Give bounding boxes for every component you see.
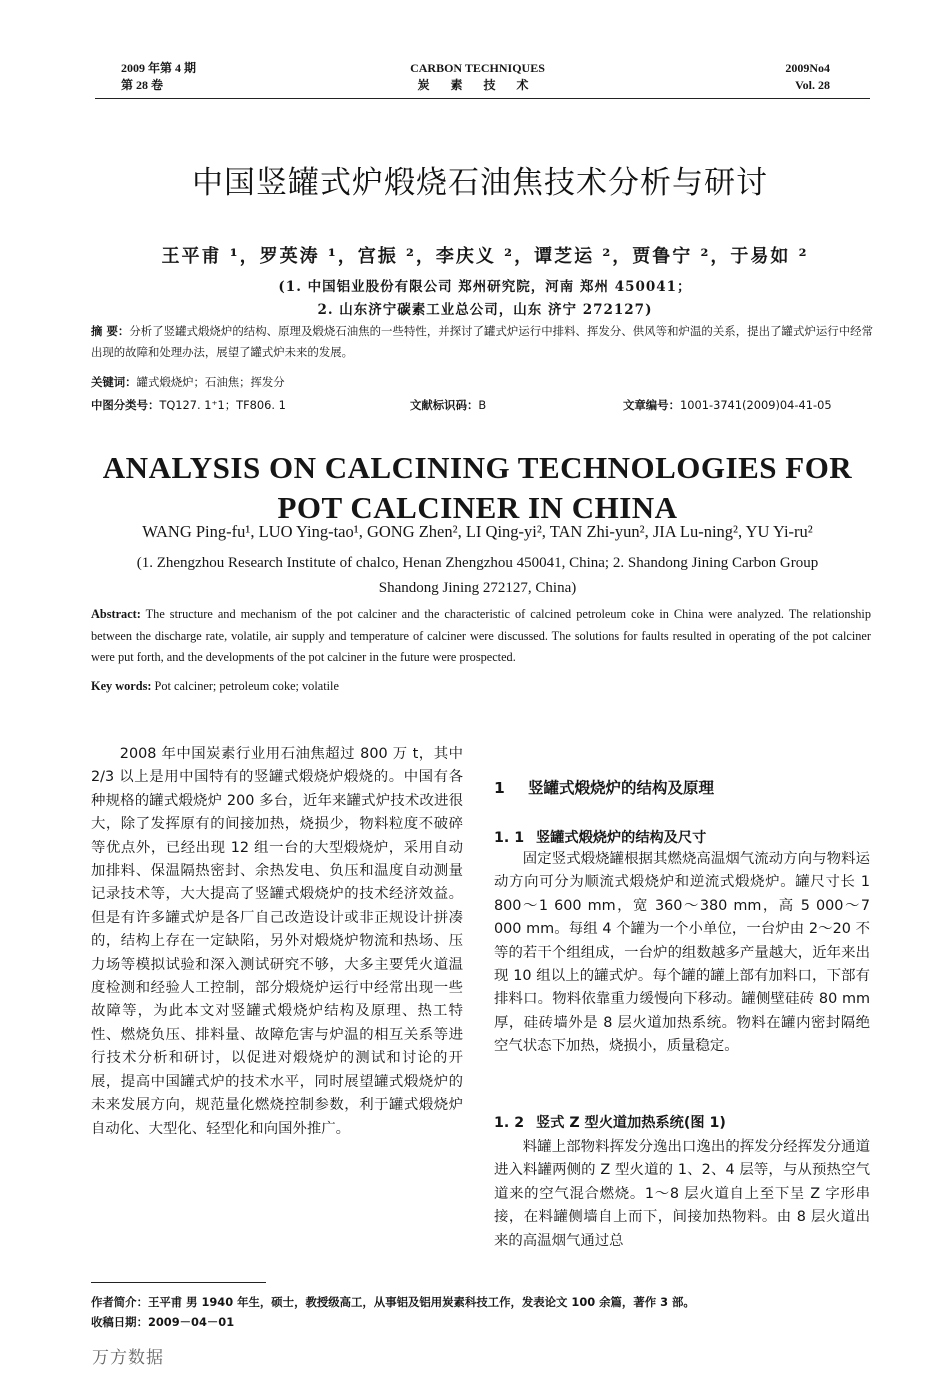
author-bio-footnote: 作者简介：王平甫 男 1940 年生，硕士，教授级高工，从事铝及铝用炭素科技工作，发表论文 100 余篇，著作 3 部。 bbox=[91, 1295, 695, 1309]
subsection-title: 竖式 Z 型火道加热系统(图 1) bbox=[536, 1115, 726, 1131]
abstract-en-text: The structure and mechanism of the pot calciner and the characteristic of calcined petroleum coke in China were analyzed. The relationship between the discharge rate, volatile, air supply and temperature of calciner were discussed. The solutions for faults resulted in operating of the pot calciner were put forth, and the developments of the pot calciner in the future were prospected. bbox=[91, 607, 871, 664]
section-number: 1 bbox=[494, 779, 505, 797]
classification-value: TQ127. 1⁺1；TF806. 1 bbox=[159, 398, 286, 412]
database-watermark: 万方数据 bbox=[92, 1348, 164, 1368]
subsection-number: 1. 2 bbox=[494, 1115, 525, 1131]
author-list-en: WANG Ping-fu¹, LUO Ying-tao¹, GONG Zhen², LI Qing-yi², TAN Zhi-yun², JIA Lu-ning², YU Yi-ru² bbox=[142, 522, 813, 541]
body-right-block-2 bbox=[494, 1136, 870, 1253]
abstract-en bbox=[91, 604, 871, 669]
section-heading bbox=[494, 776, 870, 798]
document-code-value: B bbox=[478, 398, 487, 412]
issue-number: 2009 年第 4 期 bbox=[121, 61, 197, 75]
section-title: 竖罐式煅烧炉的结构及原理 bbox=[528, 779, 715, 797]
footnote-divider bbox=[91, 1282, 266, 1283]
journal-issue-en bbox=[760, 60, 830, 94]
paper-title-en bbox=[60, 448, 895, 528]
paper-title-en-line1: ANALYSIS ON CALCINING TECHNOLOGIES FOR bbox=[102, 450, 853, 485]
volume-number: 第 28 卷 bbox=[121, 78, 164, 92]
subsection-title: 竖罐式煅烧炉的结构及尺寸 bbox=[536, 830, 707, 846]
keywords-cn-text: 罐式煅烧炉；石油焦；挥发分 bbox=[136, 375, 285, 389]
issue-number-en: 2009No4 bbox=[785, 61, 830, 75]
classification-number bbox=[91, 397, 286, 413]
article-number bbox=[623, 397, 832, 413]
intro-paragraph: 2008 年中国炭素行业用石油焦超过 800 万 t，其中 2/3 以上是用中国特有的竖罐式煅烧炉煅烧的。中国有各种规格的罐式煅烧炉 200 多台，近年来罐式炉技术改进很大，除了发挥原有的间接加热，烧损少，物料粒度不破碎等优点外，已经出现 12 组一台的大型煅烧炉，采用自动加排料、保温隔热密封、余热发电、负压和温度自动测量记录技术等，大大提高了竖罐式煅烧炉的技术经济效益。但是有许多罐式炉是各厂自己改造设计或非正规设计拼凑的，结构上存在一定缺陷，另外对煅烧炉物流和热场、压力场等模拟试验和深入测试研究不够，大多主要凭火道温度检测和经验人工控制，部分煅烧炉运行中经常出现一些故障等，为此本文对竖罐式煅烧炉结构及原理、热工特性、燃烧负压、排料量、故障危害与炉温的相互关系等进行技术分析和研讨，以促进对煅烧炉的测试和讨论的开展，提高中国罐式炉的技术水平，同时展望罐式煅烧炉的未来发展方向，规范量化燃烧控制参数，利于罐式煅烧炉自动化、大型化、轻型化和向国外推广。 bbox=[91, 746, 463, 1137]
body-right-block-1 bbox=[494, 848, 870, 1059]
header-divider bbox=[95, 98, 870, 99]
subsection-number: 1. 1 bbox=[494, 830, 525, 846]
journal-name-cn: 炭 素 技 术 bbox=[417, 78, 538, 92]
received-date-footnote: 收稿日期：2009－04－01 bbox=[91, 1315, 235, 1329]
classification-row bbox=[91, 397, 869, 415]
affiliation-cn-2: 2. 山东济宁碳素工业总公司，山东 济宁 272127) bbox=[317, 302, 653, 318]
document-code bbox=[410, 397, 486, 413]
paper-title-en-line2: POT CALCINER IN CHINA bbox=[277, 490, 678, 525]
author-list-cn: 王平甫 ¹，罗英涛 ¹，宫振 ²，李庆义 ²，谭芝运 ²，贾鲁宁 ²，于易如 ² bbox=[161, 246, 809, 267]
abstract-cn-text: 分析了竖罐式煅烧炉的结构、原理及煅烧石油焦的一些特性，并探讨了罐式炉运行中排料、挥发分、供风等和炉温的关系，提出了罐式炉运行中经常出现的故障和处理办法，展望了罐式炉未来的发展。 bbox=[91, 324, 873, 359]
document-code-label: 文献标识码： bbox=[410, 398, 479, 412]
journal-issue bbox=[121, 60, 231, 94]
abstract-cn-label: 摘 要： bbox=[91, 324, 130, 338]
body-left-column bbox=[91, 743, 463, 1141]
affiliation-en-2: Shandong Jining 272127, China) bbox=[378, 580, 577, 596]
article-number-value: 1001-3741(2009)04-41-05 bbox=[679, 398, 832, 412]
article-number-label: 文章编号： bbox=[623, 398, 680, 412]
volume-number-en: Vol. 28 bbox=[795, 78, 830, 92]
abstract-cn bbox=[91, 321, 873, 363]
keywords-en bbox=[91, 679, 871, 694]
subsection-paragraph: 固定竖式煅烧罐根据其燃烧高温烟气流动方向与物料运动方向可分为顺流式煅烧炉和逆流式煅烧炉。罐尺寸长 1 800～1 600 mm，宽 360～380 mm，高 5 000～7 000 mm。每组 4 个罐为一个小单位，一台炉由 2～20 不等的若干个组组成，一台炉的组数越多产量越大，近年来出现 10 组以上的罐式炉。每个罐的罐上部有加料口，下部有排料口。物料依靠重力缓慢向下移动。罐侧壁硅砖 80 mm 厚，硅砖墙外是 8 层火道加热系统。物料在罐内密封隔绝空气状态下加热，烧损小，质量稳定。 bbox=[494, 851, 870, 1055]
keywords-en-text: Pot calciner; petroleum coke; volatile bbox=[151, 679, 339, 693]
affiliation-cn-1: (1. 中国铝业股份有限公司 郑州研究院，河南 郑州 450041； bbox=[278, 279, 692, 295]
subsection-heading-1-2 bbox=[494, 1112, 870, 1132]
keywords-cn-label: 关键词： bbox=[91, 375, 137, 389]
keywords-cn bbox=[91, 372, 873, 393]
subsection-heading-1-1 bbox=[494, 827, 870, 847]
subsection-paragraph: 料罐上部物料挥发分逸出口逸出的挥发分经挥发分通道进入料罐两侧的 Z 型火道的 1、2、4 层等，与从预热空气道来的空气混合燃烧。1～8 层火道自上至下呈 Z 字形串接，在料罐侧墙自上而下，间接加热物料。由 8 层火道出来的高温烟气通过总 bbox=[494, 1139, 870, 1249]
affiliation-en-1: (1. Zhengzhou Research Institute of chalco, Henan Zhengzhou 450041, China; 2. Shandong Jining Carbon Group bbox=[136, 555, 819, 571]
journal-name bbox=[375, 60, 580, 94]
paper-title-cn: 中国竖罐式炉煅烧石油焦技术分析与研讨 bbox=[192, 165, 768, 201]
classification-label: 中图分类号： bbox=[91, 398, 160, 412]
abstract-en-label: Abstract: bbox=[91, 607, 141, 621]
journal-name-en: CARBON TECHNIQUES bbox=[410, 61, 545, 75]
keywords-en-label: Key words: bbox=[91, 679, 152, 693]
